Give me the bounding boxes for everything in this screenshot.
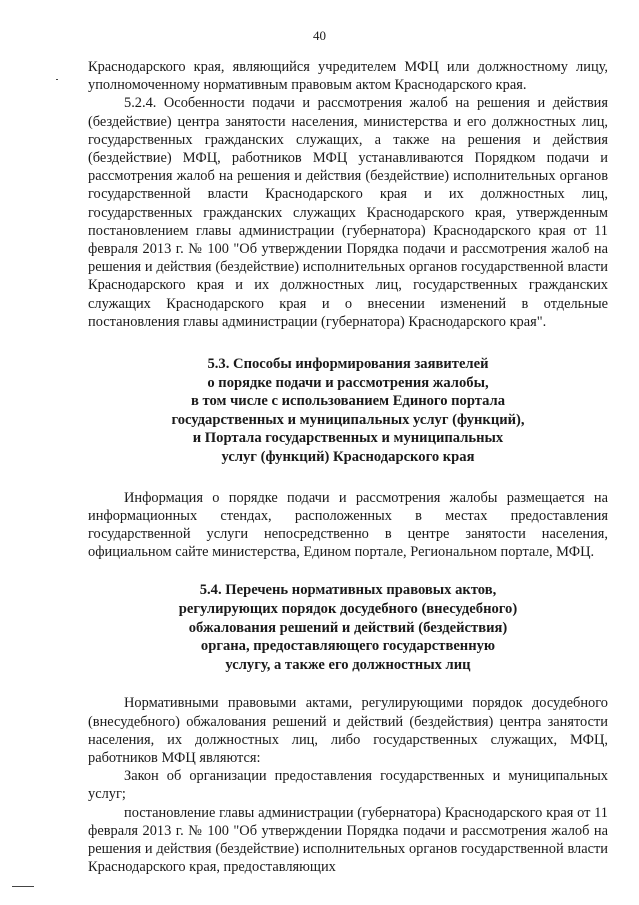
heading-line: 5.4. Перечень нормативных правовых актов,	[199, 582, 497, 599]
heading-line: в том числе с использованием Единого портала	[190, 393, 506, 410]
section-5-3-body: Информация о порядке подачи и рассмотрения жалобы размещается на информационных стендах, расположенных в местах предоставления государственной услуги непосредственно в центре занятости населения, официальном сайте министерства, Едином портале, Региональном портале, МФЦ.	[88, 489, 608, 561]
paragraph-5-2-4: 5.2.4. Особенности подачи и рассмотрения жалоб на решения и действия (бездействие) центра занятости населения, министерства и его должностных лиц, государственных гражданских служащих, а также на решения и действия (бездействие) МФЦ, работников МФЦ устанавливаются Порядком подачи и рассмотрения жалоб на решения и действия (бездействие) исполнительных органов государственной власти Краснодарского края и их должностных лиц, государственных гражданских служащих Краснодарского края, утвержденным постановлением главы администрации (губернатора) Краснодарского края от 11 февраля 2013 г. № 100 "Об утверждении Порядка подачи и рассмотрения жалоб на решения и действия (бездействие) исполнительных органов государственной власти Краснодарского края и их должностных лиц, государственных гражданских служащих Краснодарского края и о внесении изменений в отдельные постановления главы администрации (губернатора) Краснодарского края".	[88, 95, 608, 330]
heading-line: услуг (функций) Краснодарского края	[221, 449, 475, 466]
heading-line: и Портала государственных и муниципальных	[192, 430, 504, 447]
heading-line: регулирующих порядок досудебного (внесудебного)	[178, 601, 518, 618]
section-5-3-heading	[88, 355, 608, 467]
document-body	[88, 58, 608, 876]
section-5-4-paragraph: Закон об организации предоставления государственных и муниципальных услуг;	[88, 768, 608, 803]
heading-line: обжалования решений и действий (бездействия)	[188, 619, 508, 636]
scan-mark	[12, 886, 34, 887]
heading-line: органа, предоставляющего государственную	[200, 638, 496, 655]
section-5-4-paragraph: постановление главы администрации (губернатора) Краснодарского края от 11 февраля 2013 г. № 100 "Об утверждении Порядка подачи и рассмотрения жалоб на решения и действия (бездействие) исполнительных органов государственной власти Краснодарского края, предоставляющих	[88, 804, 608, 876]
section-5-4-heading	[88, 581, 608, 674]
heading-line: услугу, а также его должностных лиц	[225, 656, 471, 673]
paragraph-continuation: Краснодарского края, являющийся учредителем МФЦ или должностному лицу, уполномоченному нормативным правовым актом Краснодарского края.	[88, 59, 608, 94]
heading-line: 5.3. Способы информирования заявителей	[207, 356, 489, 373]
heading-line: о порядке подачи и рассмотрения жалобы,	[207, 374, 489, 391]
section-5-4-paragraph: Нормативными правовыми актами, регулирующими порядок досудебного (внесудебного) обжалования решений и действий (бездействия) центра занятости населения, их должностных лиц, либо государственных служащих, МФЦ, работников МФЦ являются:	[88, 695, 608, 766]
page-number: 40	[313, 28, 326, 43]
heading-line: государственных и муниципальных услуг (функций),	[171, 411, 525, 428]
scan-mark	[56, 79, 58, 80]
